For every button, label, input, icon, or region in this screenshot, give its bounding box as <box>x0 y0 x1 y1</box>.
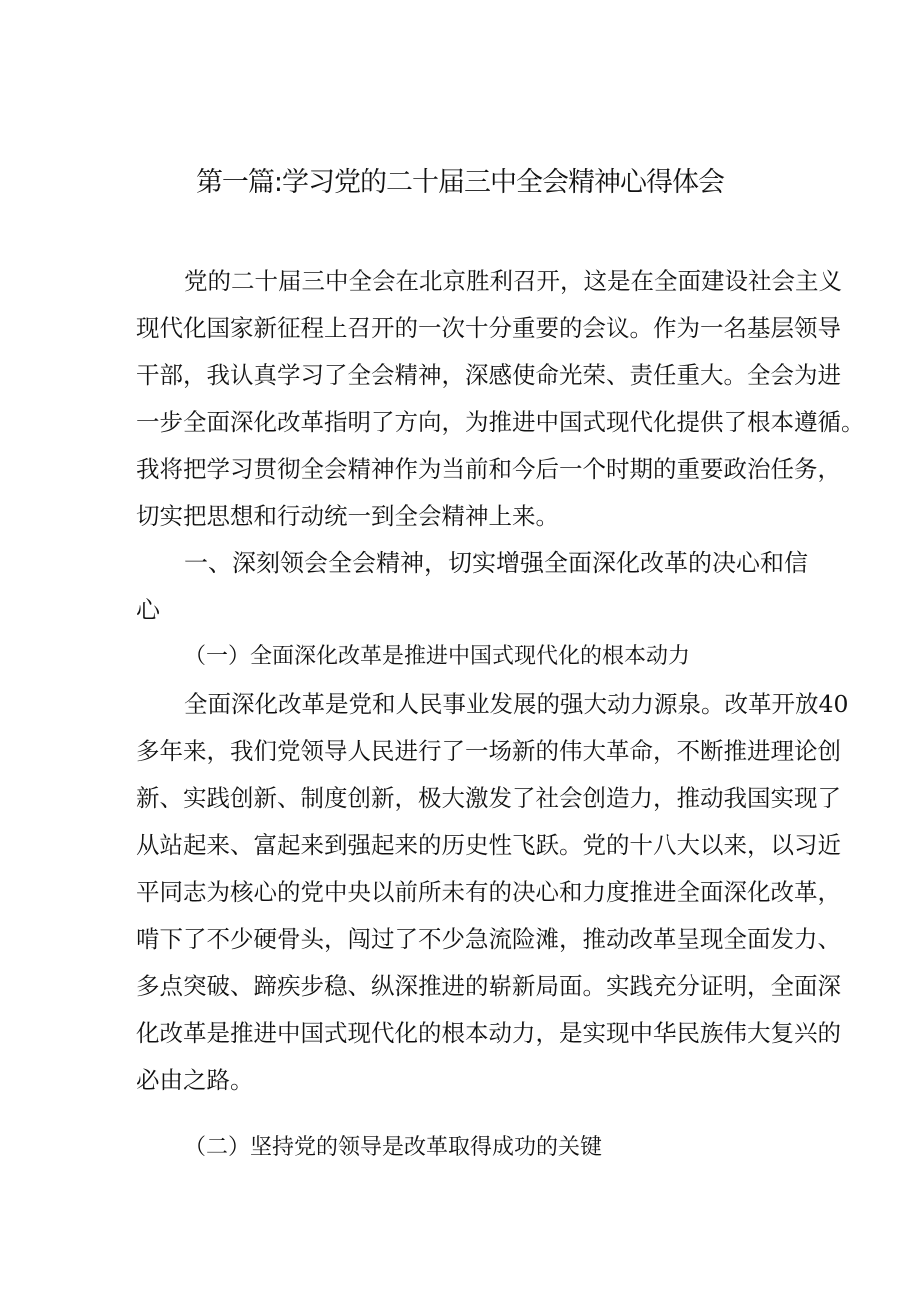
subsection1-line-1: 全面深化改革是党和人民事业发展的强大动力源泉。改革开放40 <box>184 690 849 718</box>
section1-heading-line-2: 心 <box>136 596 160 624</box>
intro-line-5: 我将把学习贯彻全会精神作为当前和今后一个时期的重要政治任务， <box>136 455 841 483</box>
subsection2-heading: （二）坚持党的领导是改革取得成功的关键 <box>184 1135 603 1160</box>
intro-line-1: 党的二十届三中全会在北京胜利召开，这是在全面建设社会主义 <box>184 267 842 295</box>
subsection1-line-9: 必由之路。 <box>136 1066 254 1094</box>
intro-line-4: 一步全面深化改革指明了方向，为推进中国式现代化提供了根本遵循。 <box>136 408 865 436</box>
subsection1-heading: （一）全面深化改革是推进中国式现代化的根本动力 <box>184 644 691 669</box>
intro-line-2: 现代化国家新征程上召开的一次十分重要的会议。作为一名基层领导 <box>136 314 841 342</box>
subsection1-line-7: 多点突破、蹄疾步稳、纵深推进的崭新局面。实践充分证明，全面深 <box>136 972 841 1000</box>
subsection1-line-5: 平同志为核心的党中央以前所未有的决心和力度推进全面深化改革， <box>136 878 841 906</box>
subsection1-line-6: 啃下了不少硬骨头，闯过了不少急流险滩，推动改革呈现全面发力、 <box>136 925 841 953</box>
section1-heading-line-1: 一、深刻领会全会精神，切实增强全面深化改革的决心和信 <box>184 549 808 577</box>
document-title: 第一篇:学习党的二十届三中全会精神心得体会 <box>195 167 725 198</box>
subsection1-line-4: 从站起来、富起来到强起来的历史性飞跃。党的十八大以来，以习近 <box>136 831 841 859</box>
intro-line-6: 切实把思想和行动统一到全会精神上来。 <box>136 502 559 530</box>
subsection1-line-3: 新、实践创新、制度创新，极大激发了社会创造力，推动我国实现了 <box>136 784 841 812</box>
subsection1-line-8: 化改革是推进中国式现代化的根本动力，是实现中华民族伟大复兴的 <box>136 1019 841 1047</box>
subsection1-line-2: 多年来，我们党领导人民进行了一场新的伟大革命，不断推进理论创 <box>136 737 841 765</box>
intro-line-3: 干部，我认真学习了全会精神，深感使命光荣、责任重大。全会为进 <box>136 361 841 389</box>
